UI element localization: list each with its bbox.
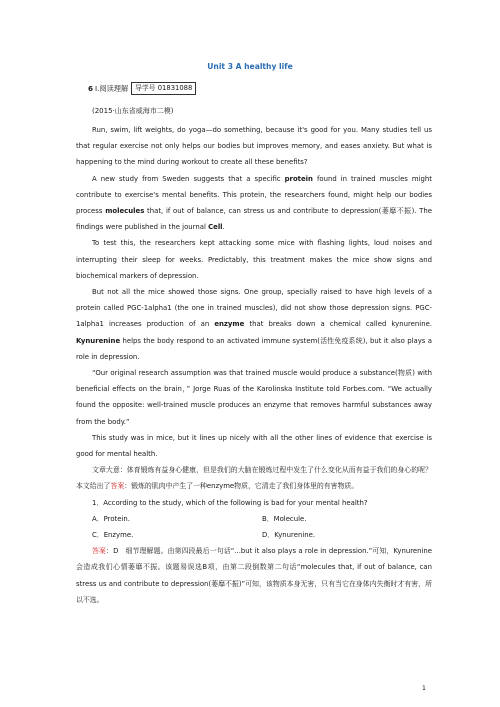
explanation-answer-label: 答案 [92,547,107,556]
keyword-protein: protein [284,174,313,183]
answer-explanation: 答案：D 细节理解题。由第四段最后一句话“...but it also plays a role in depression.”可知，Kynurenine会造成我们心情萎靡不振。该题易误选B项，由第二段倒数第二句话“molecules that, if out of balance, can stress us and contribute to depression(萎靡不振)”可知，该物质本身无害，只有当它在身体内失衡时才有害，所以不选。 [76,547,433,604]
keyword-cell: Cell [208,223,223,232]
keyword-molecules: molecules [105,207,145,216]
keyword-kynurenine: Kynurenine [76,336,121,345]
paragraph-3: To test this, the researchers kept attacking some mice with flashing lights, loud noises and interrupting their sleep for weeks. Predictably, this treatment makes the mice show signs and biochemical markers of depression. [76,239,432,280]
paragraph-1: Run, swim, lift weights, do yoga—do something, because it's good for you. Many studies tell us that regular exercise not only helps our bodies but improves memory, and eases anxiety. But what is happening to the mind during workout to create all these benefits? [76,126,432,167]
page-number: 1 [421,684,426,692]
guide-number-box: 导学号 01831088 [131,82,196,95]
section-header [88,82,196,95]
section-label: Ⅰ.阅读理解 [95,83,129,93]
section-number: 6 [88,84,94,93]
paragraph-2: A new study from Sweden suggests that a specific protein found in trained muscles might contribute to exercise's mental benefits. This protein, the researchers found, might help our bodies process molecules that, if out of balance, can stress us and contribute to depression(萎靡不振). The findings were published in the journal Cell. [76,174,432,232]
passage-body [76,122,432,608]
option-c: C．Enzyme. [92,531,134,540]
paragraph-4: But not all the mice showed those signs. One group, specially raised to have high levels of a protein called PGC-1alpha1 (the one in trained muscles), did not show those depression signs. PGC-1alpha1 increases production of an enzyme that breaks down a chemical called kynurenine. Kynurenine helps the body respond to an activated immune system(活性免疫系统), but it also plays a role in depression. [76,288,432,361]
answer-label: 答案 [110,482,125,491]
keyword-enzyme: enzyme [214,320,245,329]
question-1: 1．According to the study, which of the following is bad for your mental health? [92,498,368,507]
paragraph-6: This study was in mice, but it lines up nicely with all the other lines of evidence that exercise is good for mental health. [76,433,432,459]
options-row-2 [76,527,432,543]
option-d: D．Kynurenine. [262,531,316,540]
paragraph-5: “Our original research assumption was that trained muscle would produce a substance(物质) with beneficial effects on the brain，” Jorge Ruas of the Karolinska Institute told Forbes.com. “We actually found the opposite: well-trained muscle produces an enzyme that removes harmful substances away from the body.” [76,369,432,426]
unit-title: Unit 3 A healthy life [207,62,293,71]
passage-source: (2015·山东省威海市二模) [92,107,174,115]
options-row-1 [76,511,432,527]
option-a: A．Protein. [92,514,130,523]
summary-paragraph: 文章大意：体育锻炼有益身心健康，但是我们的大脑在锻炼过程中发生了什么变化从而有益于我们的身心的呢？本文给出了答案：锻炼的肌肉中产生了一种enzyme物质，它清走了我们身体里的有害物质。 [76,466,432,491]
option-b: B．Molecule. [262,514,307,523]
